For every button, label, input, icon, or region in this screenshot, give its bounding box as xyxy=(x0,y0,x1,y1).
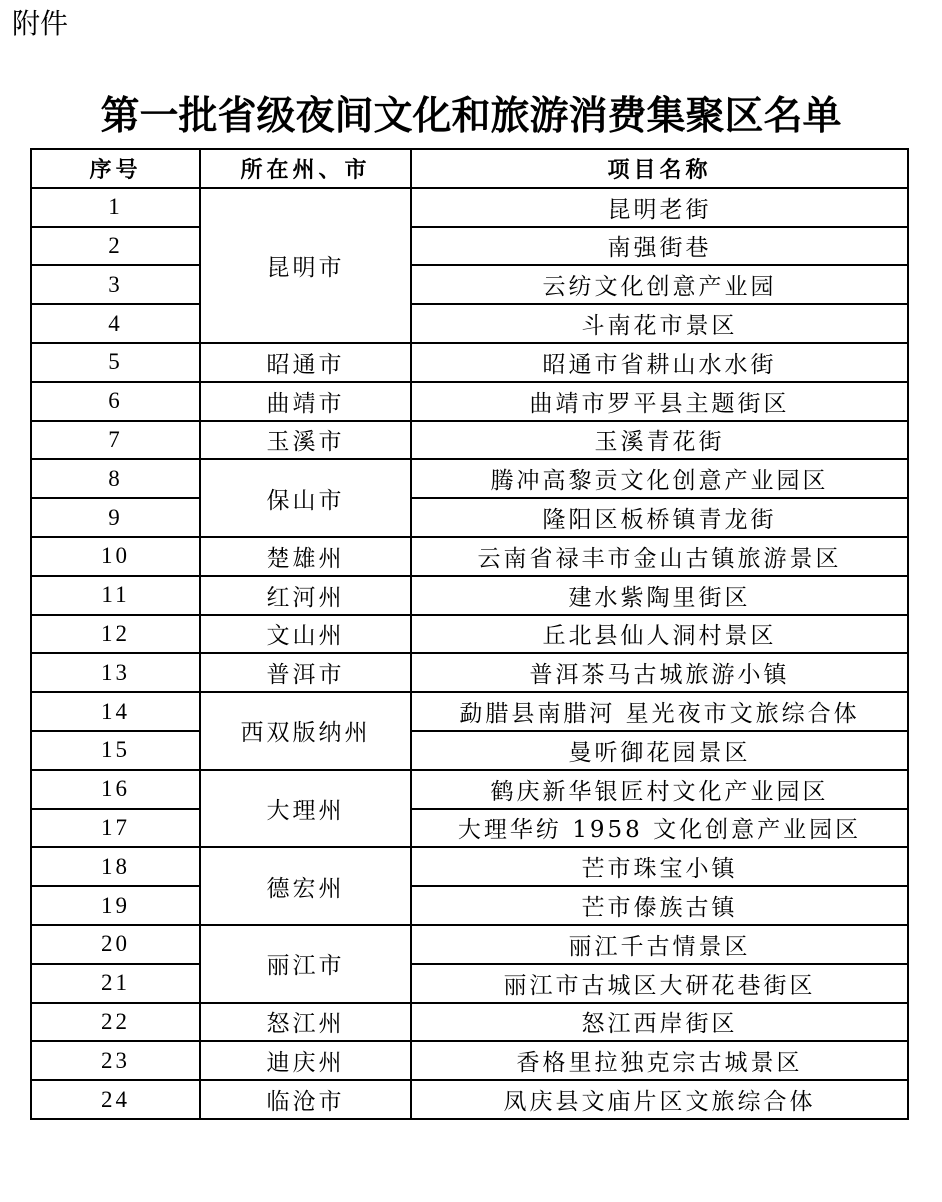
table-row xyxy=(31,421,908,460)
serial-number-cell: 16 xyxy=(31,770,200,809)
table-row xyxy=(31,653,908,692)
table-row xyxy=(31,886,908,925)
project-name-cell: 腾冲高黎贡文化创意产业园区 xyxy=(411,459,908,498)
table-row xyxy=(31,731,908,770)
project-name-cell: 芒市珠宝小镇 xyxy=(411,847,908,886)
table-row xyxy=(31,847,908,886)
project-name-cell: 香格里拉独克宗古城景区 xyxy=(411,1041,908,1080)
serial-number-cell: 7 xyxy=(31,421,200,460)
project-name-cell: 隆阳区板桥镇青龙街 xyxy=(411,498,908,537)
serial-number-cell: 12 xyxy=(31,615,200,654)
consumption-cluster-table xyxy=(30,148,909,1120)
serial-number-cell: 6 xyxy=(31,382,200,421)
project-name-cell: 丽江千古情景区 xyxy=(411,925,908,964)
project-name-cell: 建水紫陶里街区 xyxy=(411,576,908,615)
serial-number-cell: 20 xyxy=(31,925,200,964)
project-name-cell: 昭通市省耕山水水街 xyxy=(411,343,908,382)
table-row xyxy=(31,576,908,615)
serial-number-cell: 14 xyxy=(31,692,200,731)
city-cell: 西双版纳州 xyxy=(200,692,411,770)
header-city: 所在州、市 xyxy=(200,149,411,188)
table-row xyxy=(31,304,908,343)
city-cell: 曲靖市 xyxy=(200,382,411,421)
city-cell: 迪庆州 xyxy=(200,1041,411,1080)
serial-number-cell: 10 xyxy=(31,537,200,576)
city-cell: 玉溪市 xyxy=(200,421,411,460)
table-row xyxy=(31,188,908,227)
table-body xyxy=(31,188,908,1119)
serial-number-cell: 13 xyxy=(31,653,200,692)
project-name-cell: 曼听御花园景区 xyxy=(411,731,908,770)
city-cell: 红河州 xyxy=(200,576,411,615)
serial-number-cell: 9 xyxy=(31,498,200,537)
project-name-cell: 云南省禄丰市金山古镇旅游景区 xyxy=(411,537,908,576)
project-name-cell: 曲靖市罗平县主题街区 xyxy=(411,382,908,421)
table-row xyxy=(31,770,908,809)
city-cell: 楚雄州 xyxy=(200,537,411,576)
city-cell: 德宏州 xyxy=(200,847,411,925)
project-name-cell: 勐腊县南腊河 星光夜市文旅综合体 xyxy=(411,692,908,731)
serial-number-cell: 23 xyxy=(31,1041,200,1080)
table-row xyxy=(31,498,908,537)
city-cell: 昭通市 xyxy=(200,343,411,382)
document-title: 第一批省级夜间文化和旅游消费集聚区名单 xyxy=(100,94,842,139)
city-cell: 普洱市 xyxy=(200,653,411,692)
project-name-cell: 普洱茶马古城旅游小镇 xyxy=(411,653,908,692)
serial-number-cell: 2 xyxy=(31,227,200,266)
table-row xyxy=(31,692,908,731)
serial-number-cell: 1 xyxy=(31,188,200,227)
header-serial-number: 序号 xyxy=(31,149,200,188)
serial-number-cell: 4 xyxy=(31,304,200,343)
project-name-cell: 大理华纺 1958 文化创意产业园区 xyxy=(411,809,908,848)
attachment-label: 附件 xyxy=(12,7,69,40)
city-cell: 昆明市 xyxy=(200,188,411,343)
project-name-cell: 丘北县仙人洞村景区 xyxy=(411,615,908,654)
city-cell: 丽江市 xyxy=(200,925,411,1003)
table-row xyxy=(31,809,908,848)
city-cell: 怒江州 xyxy=(200,1003,411,1042)
project-name-cell: 凤庆县文庙片区文旅综合体 xyxy=(411,1080,908,1119)
table-row xyxy=(31,459,908,498)
project-name-cell: 斗南花市景区 xyxy=(411,304,908,343)
city-cell: 保山市 xyxy=(200,459,411,537)
city-cell: 文山州 xyxy=(200,615,411,654)
serial-number-cell: 11 xyxy=(31,576,200,615)
serial-number-cell: 22 xyxy=(31,1003,200,1042)
table-header-row xyxy=(31,149,908,188)
project-name-cell: 玉溪青花街 xyxy=(411,421,908,460)
project-name-cell: 丽江市古城区大研花巷街区 xyxy=(411,964,908,1003)
table-row xyxy=(31,227,908,266)
serial-number-cell: 5 xyxy=(31,343,200,382)
table-row xyxy=(31,537,908,576)
table-row xyxy=(31,382,908,421)
table-row xyxy=(31,964,908,1003)
serial-number-cell: 24 xyxy=(31,1080,200,1119)
serial-number-cell: 21 xyxy=(31,964,200,1003)
table-row xyxy=(31,615,908,654)
serial-number-cell: 17 xyxy=(31,809,200,848)
project-name-cell: 芒市傣族古镇 xyxy=(411,886,908,925)
table-row xyxy=(31,1003,908,1042)
serial-number-cell: 19 xyxy=(31,886,200,925)
header-project-name: 项目名称 xyxy=(411,149,908,188)
project-name-cell: 南强街巷 xyxy=(411,227,908,266)
table-row xyxy=(31,265,908,304)
serial-number-cell: 3 xyxy=(31,265,200,304)
serial-number-cell: 18 xyxy=(31,847,200,886)
project-name-cell: 鹤庆新华银匠村文化产业园区 xyxy=(411,770,908,809)
project-name-cell: 怒江西岸街区 xyxy=(411,1003,908,1042)
table-row xyxy=(31,925,908,964)
serial-number-cell: 15 xyxy=(31,731,200,770)
city-cell: 大理州 xyxy=(200,770,411,848)
project-name-cell: 昆明老街 xyxy=(411,188,908,227)
city-cell: 临沧市 xyxy=(200,1080,411,1119)
project-name-cell: 云纺文化创意产业园 xyxy=(411,265,908,304)
table-row xyxy=(31,343,908,382)
table-row xyxy=(31,1041,908,1080)
table-row xyxy=(31,1080,908,1119)
serial-number-cell: 8 xyxy=(31,459,200,498)
